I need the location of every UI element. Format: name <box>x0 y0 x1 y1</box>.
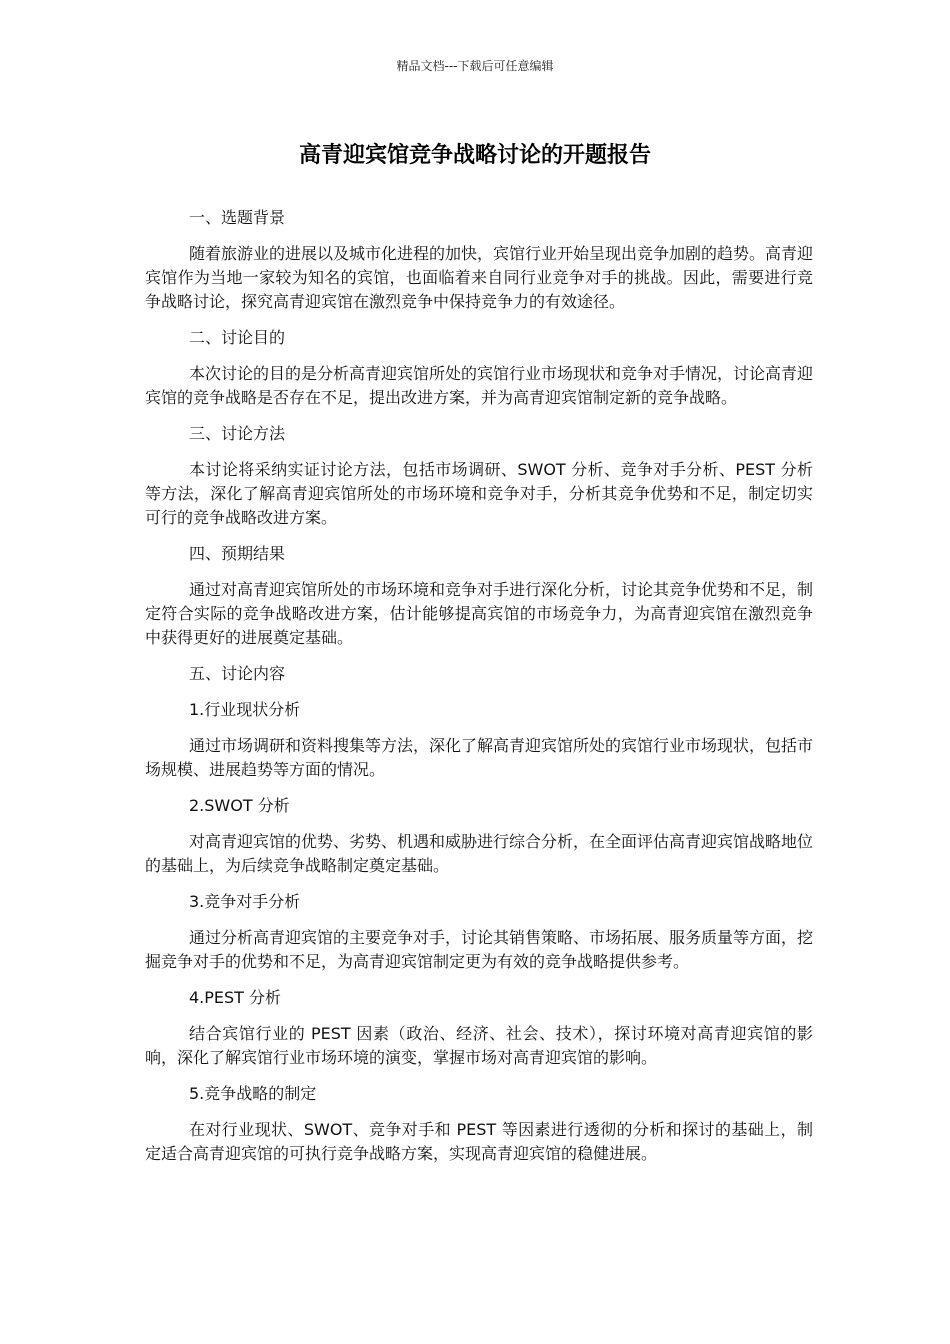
subsection-heading: 4.PEST 分析 <box>189 988 282 1007</box>
section-heading: 五、讨论内容 <box>189 664 286 683</box>
section-heading: 三、讨论方法 <box>189 424 286 443</box>
section-paragraph: 本次讨论的目的是分析高青迎宾馆所处的宾馆行业市场现状和竞争对手情况，讨论高青迎宾馆的竞争战略是否存在不足，提出改进方案，并为高青迎宾馆制定新的竞争战略。 <box>145 364 814 407</box>
section-paragraph: 在对行业现状、SWOT、竞争对手和 PEST 等因素进行透彻的分析和探讨的基础上，制定适合高青迎宾馆的可执行竞争战略方案，实现高青迎宾馆的稳健进展。 <box>145 1120 813 1163</box>
subsection-heading: 3.竞争对手分析 <box>189 892 301 911</box>
section-paragraph: 通过对高青迎宾馆所处的市场环境和竞争对手进行深化分析，讨论其竞争优势和不足，制定符合实际的竞争战略改进方案，估计能够提高宾馆的市场竞争力，为高青迎宾馆在激烈竞争中获得更好的进展奠定基础。 <box>145 580 814 647</box>
subsection-heading: 5.竞争战略的制定 <box>189 1084 317 1103</box>
section-heading: 二、讨论目的 <box>189 328 286 347</box>
section-heading: 一、选题背景 <box>189 208 286 227</box>
document-title: 高青迎宾馆竞争战略讨论的开题报告 <box>298 143 651 168</box>
section-paragraph: 本讨论将采纳实证讨论方法，包括市场调研、SWOT 分析、竞争对手分析、PEST 分析等方法，深化了解高青迎宾馆所处的市场环境和竞争对手，分析其竞争优势和不足，制定切实可行的竞争战略改进方案。 <box>145 460 813 527</box>
document-body <box>145 206 813 1178</box>
section-paragraph: 通过分析高青迎宾馆的主要竞争对手，讨论其销售策略、市场拓展、服务质量等方面，挖掘竞争对手的优势和不足，为高青迎宾馆制定更为有效的竞争战略提供参考。 <box>145 928 814 971</box>
subsection-heading: 2.SWOT 分析 <box>189 796 290 815</box>
header-note: 精品文档---下载后可任意编辑 <box>396 59 554 73</box>
section-heading: 四、预期结果 <box>189 544 286 563</box>
section-paragraph: 结合宾馆行业的 PEST 因素（政治、经济、社会、技术），探讨环境对高青迎宾馆的影响，深化了解宾馆行业市场环境的演变，掌握市场对高青迎宾馆的影响。 <box>145 1024 813 1067</box>
section-paragraph: 通过市场调研和资料搜集等方法，深化了解高青迎宾馆所处的宾馆行业市场现状，包括市场规模、进展趋势等方面的情况。 <box>145 736 814 779</box>
section-paragraph: 对高青迎宾馆的优势、劣势、机遇和威胁进行综合分析，在全面评估高青迎宾馆战略地位的基础上，为后续竞争战略制定奠定基础。 <box>145 832 814 875</box>
subsection-heading: 1.行业现状分析 <box>189 700 301 719</box>
section-paragraph: 随着旅游业的进展以及城市化进程的加快，宾馆行业开始呈现出竞争加剧的趋势。高青迎宾馆作为当地一家较为知名的宾馆，也面临着来自同行业竞争对手的挑战。因此，需要进行竞争战略讨论，探究高青迎宾馆在激烈竞争中保持竞争力的有效途径。 <box>145 244 814 311</box>
